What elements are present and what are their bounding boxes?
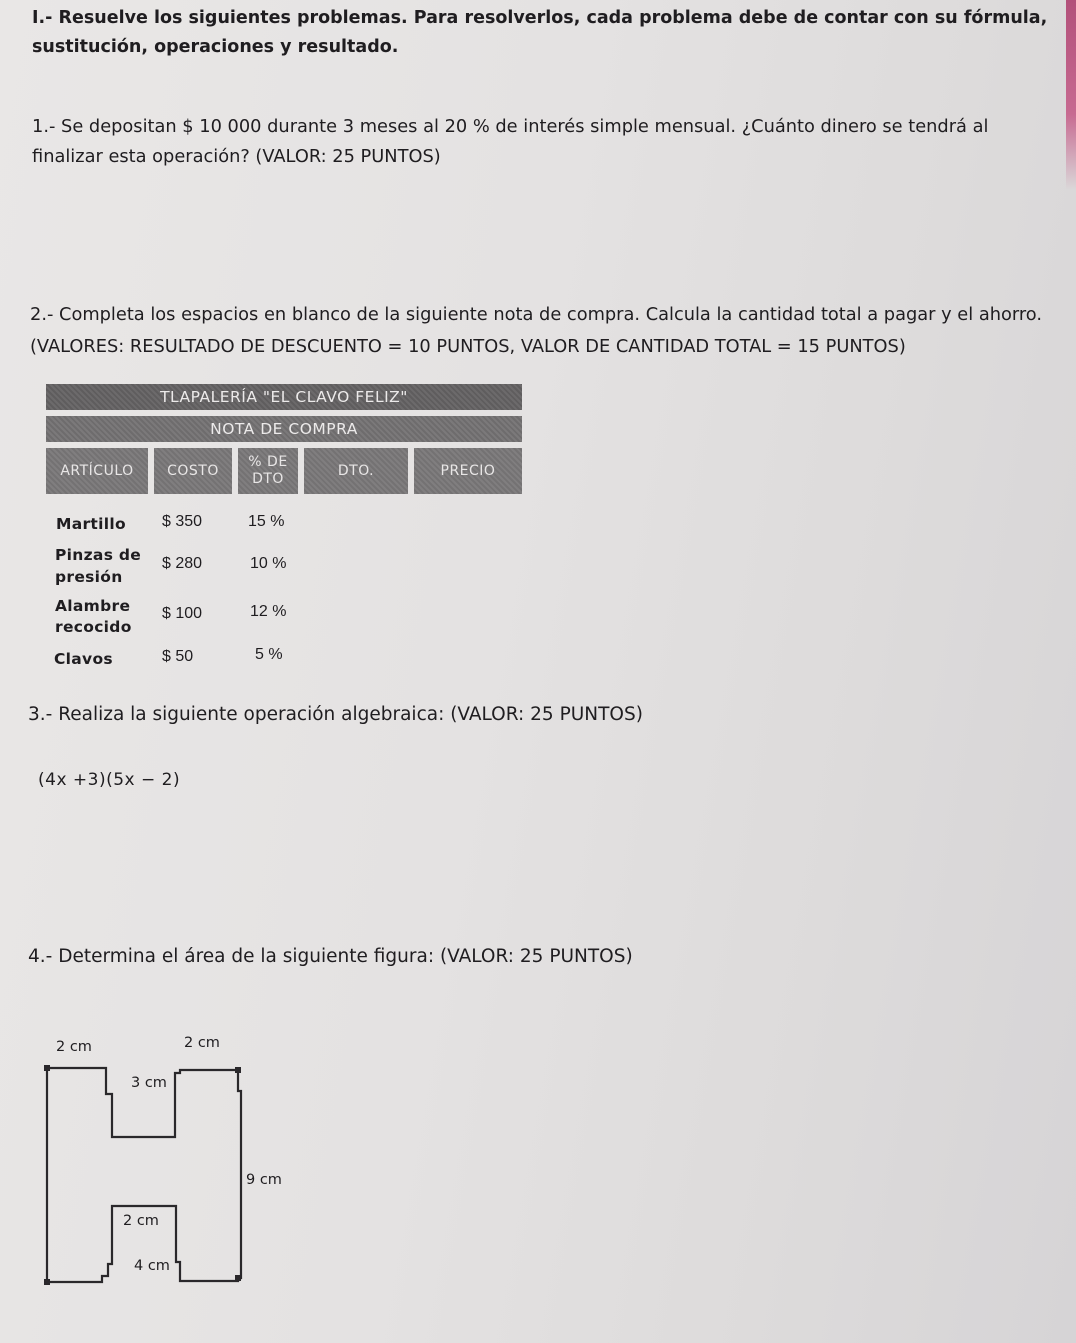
label-top-left: 2 cm — [56, 1039, 92, 1055]
figure-outline — [47, 1068, 241, 1282]
table-row-cost: $ 280 — [162, 555, 203, 572]
table-row-pct: 5 % — [255, 646, 283, 663]
label-notch-bottom-depth: 4 cm — [134, 1258, 170, 1274]
table-row-item-line2: presión — [55, 568, 123, 586]
problem-2-line-1: 2.- Completa los espacios en blanco de la siguiente nota de compra. Calcula la cantidad total a pagar y el ahorro. — [30, 304, 1043, 325]
problem-3-text: 3.- Realiza la siguiente operación algebraica: (VALOR: 25 PUNTOS) — [28, 704, 643, 725]
problem-1-line-2: finalizar esta operación? (VALOR: 25 PUNTOS) — [32, 146, 441, 167]
header-costo: COSTO — [154, 448, 232, 494]
label-notch-bottom-width: 2 cm — [123, 1213, 159, 1229]
header-pct-dto: % DE DTO — [238, 448, 298, 494]
problem-2-line-2: (VALORES: RESULTADO DE DESCUENTO = 10 PUNTOS, VALOR DE CANTIDAD TOTAL = 15 PUNTOS) — [30, 336, 906, 357]
instructions-line-2: sustitución, operaciones y resultado. — [32, 37, 399, 57]
table-row-item: Martillo — [56, 515, 126, 533]
label-top-right: 2 cm — [184, 1035, 220, 1051]
note-title-banner: NOTA DE COMPRA — [46, 416, 522, 442]
table-row-cost: $ 350 — [162, 513, 203, 530]
header-dto: DTO. — [304, 448, 408, 494]
label-notch-top-depth: 3 cm — [131, 1075, 167, 1091]
instructions — [32, 4, 1047, 62]
instructions-line-1: I.- Resuelve los siguientes problemas. Para resolverlos, cada problema debe de contar con su fórmula, — [32, 8, 1048, 28]
table-row-pct: 10 % — [250, 555, 287, 572]
header-precio: PRECIO — [414, 448, 522, 494]
label-right-height: 9 cm — [246, 1172, 282, 1188]
problem-1-line-1: 1.- Se depositan $ 10 000 durante 3 meses al 20 % de interés simple mensual. ¿Cuánto dinero se tendrá al — [32, 116, 989, 137]
problem-4-text: 4.- Determina el área de la siguiente figura: (VALOR: 25 PUNTOS) — [28, 946, 633, 967]
table-row-item: Pinzas de — [55, 546, 142, 564]
table-row-item: Alambre — [55, 597, 131, 615]
header-articulo: ARTÍCULO — [46, 448, 148, 494]
table-row-pct: 12 % — [250, 603, 287, 620]
area-figure — [0, 1020, 320, 1320]
table-row-item-line2: recocido — [55, 618, 132, 636]
table-row-pct: 15 % — [248, 513, 285, 530]
table-row-cost: $ 100 — [162, 605, 203, 622]
problem-3-expression: (4x +3)(5x − 2) — [38, 770, 181, 790]
figure-corner-marks — [44, 1065, 241, 1285]
figure-path — [47, 1068, 241, 1282]
problem-1 — [32, 112, 988, 172]
edge-accent — [1066, 0, 1076, 190]
table-row-cost: $ 50 — [162, 648, 194, 665]
store-name-banner: TLAPALERÍA "EL CLAVO FELIZ" — [46, 384, 522, 410]
table-row-item: Clavos — [54, 650, 113, 668]
problem-2 — [30, 300, 1042, 362]
